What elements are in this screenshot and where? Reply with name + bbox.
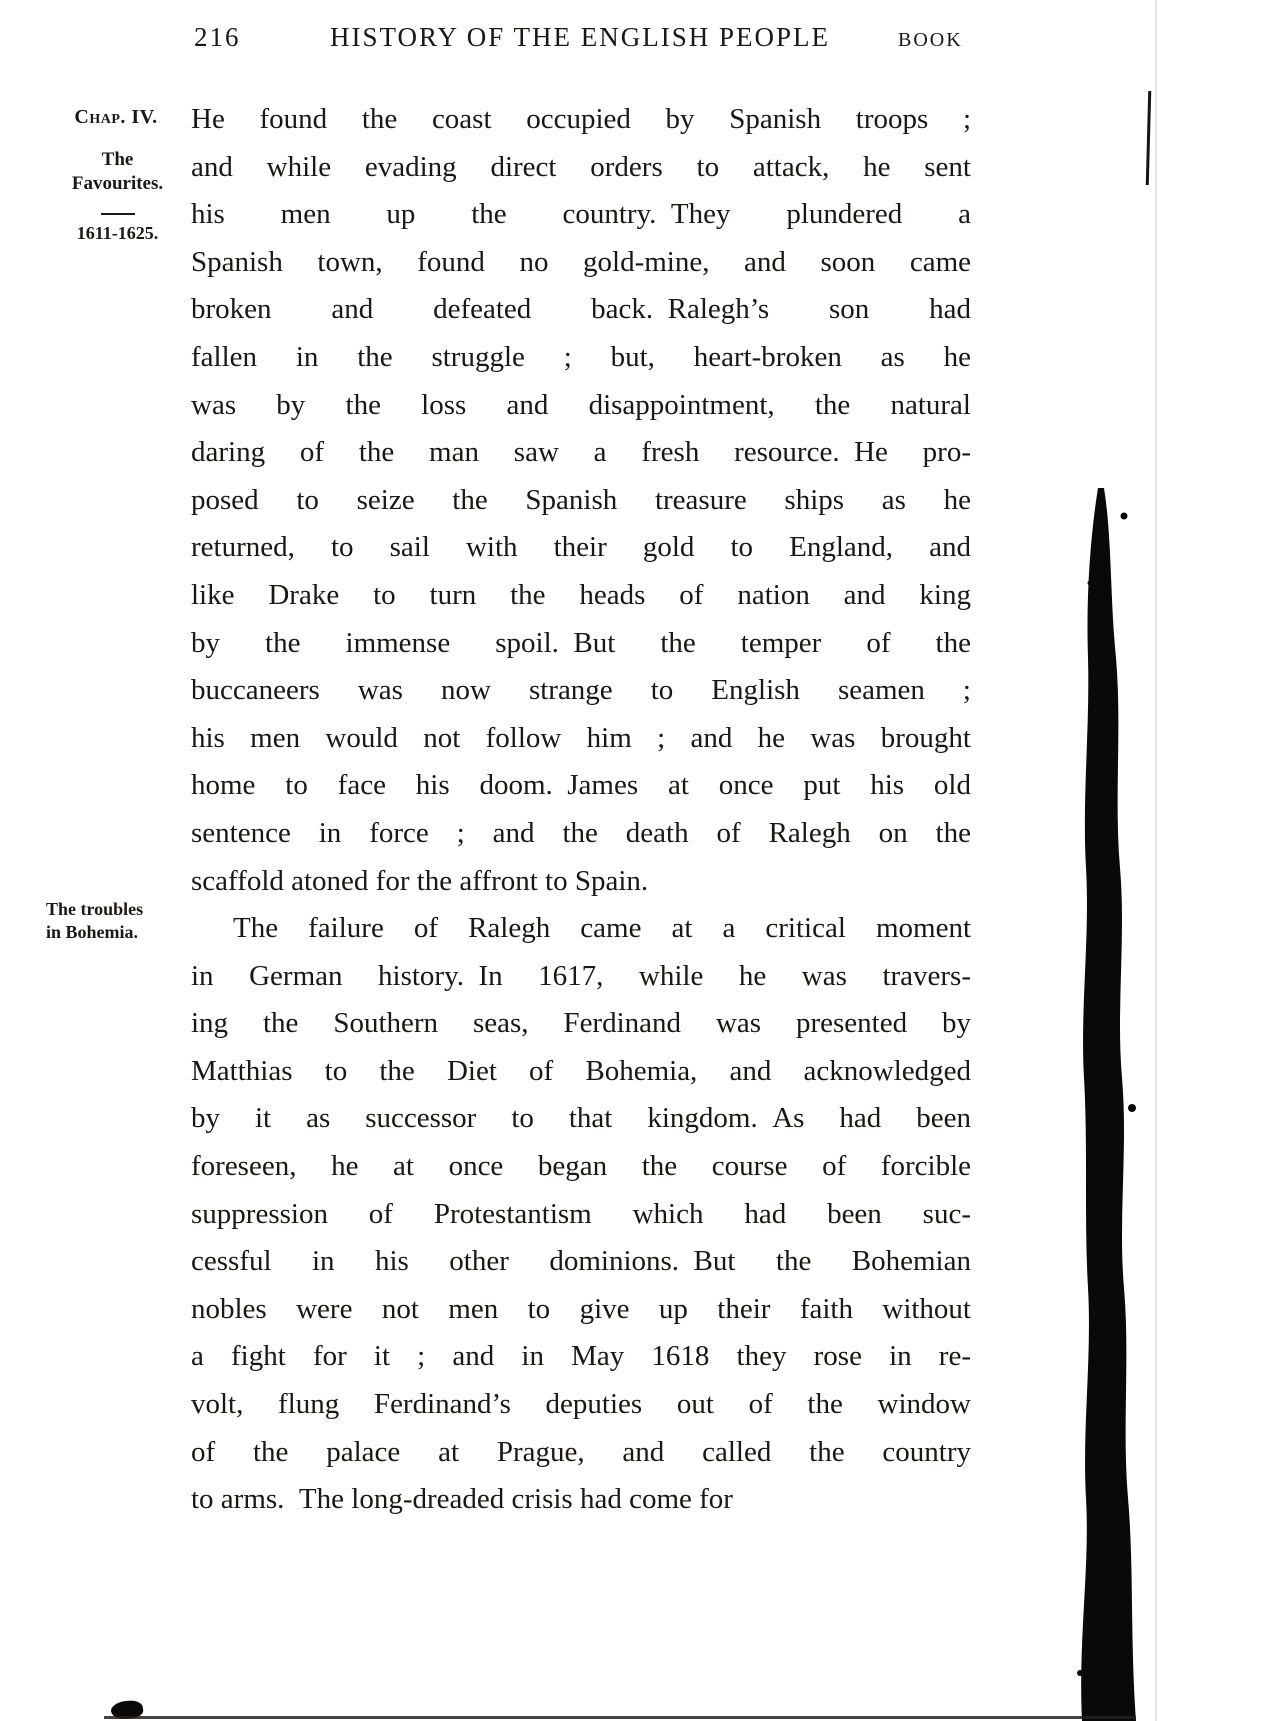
ink-smudge: [1072, 488, 1168, 1721]
text-line: fallen in the struggle ; but, heart-broken as he: [191, 340, 971, 373]
text-line: to arms. The long-dreaded crisis had come for: [191, 1483, 733, 1516]
margin-note-favourites: [50, 148, 185, 196]
text-line: cessful in his other dominions. But the Bohemian: [191, 1245, 971, 1278]
margin-note-dates: 1611-1625.: [76, 223, 159, 243]
text-line: Matthias to the Diet of Bohemia, and acknowledged: [191, 1054, 971, 1087]
text-line: his men up the country. They plundered a: [191, 198, 971, 231]
text-line: posed to seize the Spanish treasure ships as he: [191, 483, 971, 516]
text-line: broken and defeated back. Ralegh’s son had: [191, 293, 971, 326]
text-line: Spanish town, found no gold-mine, and soon came: [191, 245, 971, 278]
text-line: ing the Southern seas, Ferdinand was presented by: [191, 1007, 971, 1040]
text-line: He found the coast occupied by Spanish troops ;: [191, 103, 971, 135]
margin-note-rule: [101, 213, 135, 215]
text-body: [191, 96, 971, 1524]
margin-note-line: The: [101, 149, 134, 170]
text-line: his men would not follow him ; and he was brought: [191, 721, 971, 754]
paragraph: [191, 905, 971, 1524]
text-line: in German history. In 1617, while he was travers-: [191, 959, 971, 992]
text-line: and while evading direct orders to attack, he sent: [191, 150, 971, 183]
text-line: by the immense spoil. But the temper of the: [191, 626, 971, 659]
text-line: volt, flung Ferdinand’s deputies out of the window: [191, 1388, 971, 1421]
text-line: by it as successor to that kingdom. As had been: [191, 1102, 971, 1135]
text-line: of the palace at Prague, and called the country: [191, 1435, 971, 1468]
margin-note-chapter: Chap. IV.: [74, 106, 158, 128]
page-edge-shadow: [1155, 0, 1157, 1721]
text-line: The failure of Ralegh came at a critical moment: [233, 912, 971, 945]
margin-note-line: in Bohemia.: [46, 922, 139, 942]
text-line: returned, to sail with their gold to England, and: [191, 531, 971, 564]
text-line: was by the loss and disappointment, the natural: [191, 388, 971, 421]
text-line: sentence in force ; and the death of Ralegh on the: [191, 816, 971, 849]
text-line: home to face his doom. James at once put his old: [191, 769, 971, 802]
text-line: scaffold atoned for the affront to Spain.: [191, 864, 649, 897]
page-number: 216: [194, 22, 241, 52]
running-title: HISTORY OF THE ENGLISH PEOPLE: [329, 22, 831, 52]
margin-note-line: The troubles: [46, 899, 144, 919]
text-line: nobles were not men to give up their faith without: [191, 1292, 971, 1325]
margin-note-troubles: [46, 898, 196, 944]
text-line: buccaneers was now strange to English seamen ;: [191, 674, 971, 707]
scan-crease-line: [1146, 91, 1151, 185]
text-line: daring of the man saw a fresh resource. He pro-: [191, 436, 971, 469]
text-line: suppression of Protestantism which had been suc-: [191, 1197, 971, 1230]
text-line: a fight for it ; and in May 1618 they rose in re-: [191, 1340, 971, 1373]
page-bottom-edge: [104, 1716, 1136, 1719]
book-label: BOOK: [898, 29, 963, 51]
text-line: foreseen, he at once began the course of forcible: [191, 1150, 971, 1183]
text-line: like Drake to turn the heads of nation and king: [191, 578, 971, 611]
margin-note-line: Favourites.: [71, 173, 164, 194]
paragraph: [191, 96, 971, 905]
